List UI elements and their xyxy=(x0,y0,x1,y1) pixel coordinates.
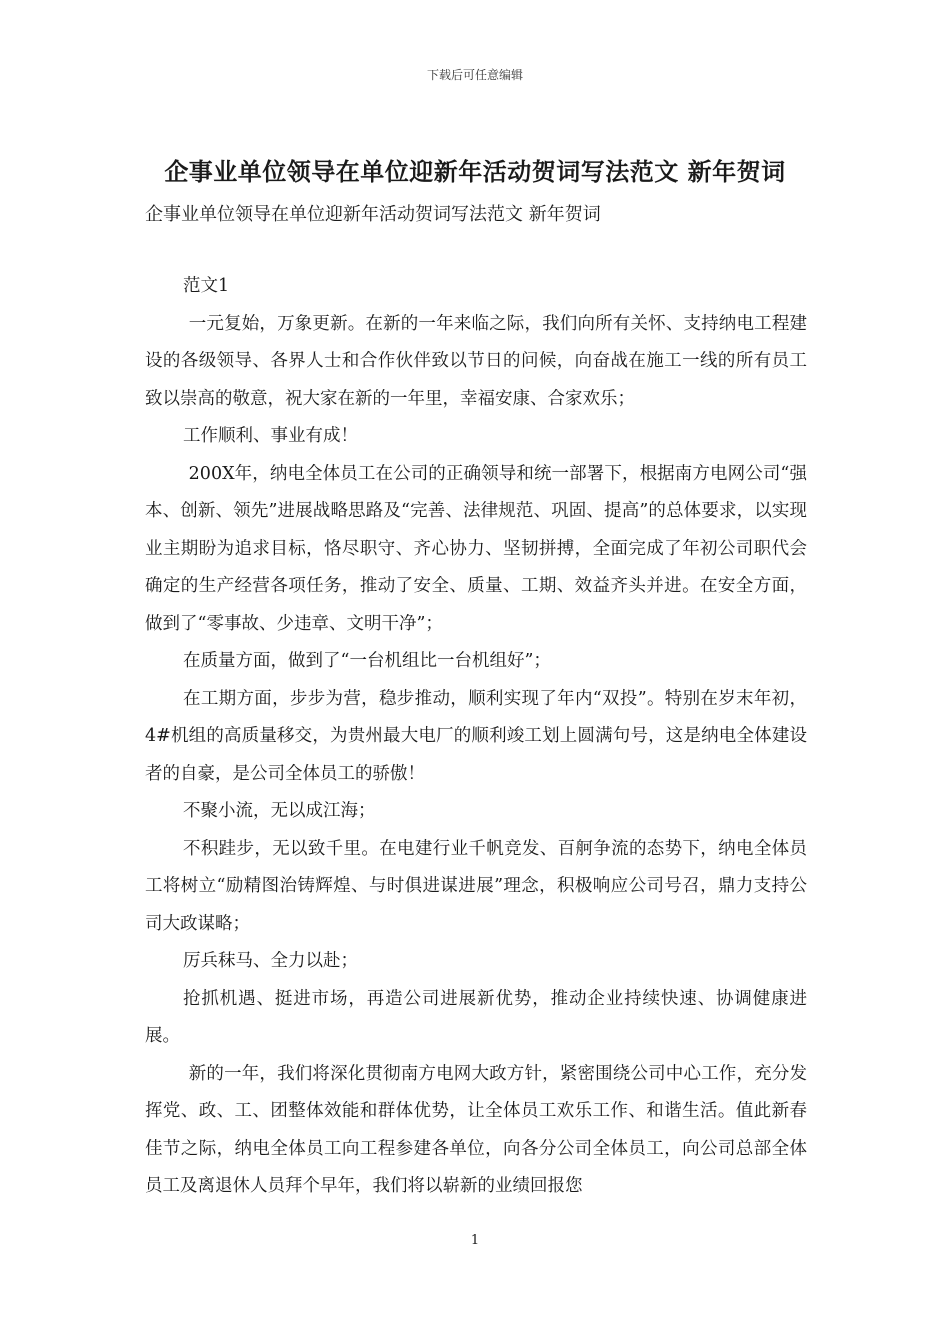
paragraph: 不聚小流，无以成江海； xyxy=(183,801,376,821)
document-body xyxy=(145,268,807,1206)
paragraph: 抢抓机遇、挺进市场，再造公司进展新优势，推动企业持续快速、协调健康进展。 xyxy=(145,988,807,1046)
paragraph: 在工期方面，步步为营，稳步推动，顺利实现了年内“双投”。特别在岁末年初，4#机组的高质量移交，为贵州最大电厂的顺利竣工划上圆满句号，这是纳电全体建设者的自豪，是公司全体员工的骄傲！ xyxy=(145,688,807,784)
header-note: 下载后可任意编辑 xyxy=(426,68,523,82)
paragraph: 工作顺利、事业有成！ xyxy=(183,426,358,446)
paragraph: 在质量方面，做到了“一台机组比一台机组好”； xyxy=(183,651,551,671)
paragraph: 200X年，纳电全体员工在公司的正确领导和统一部署下，根据南方电网公司“强本、创新、领先”进展战略思路及“完善、法律规范、巩固、提高”的总体要求，以实现业主期盼为追求目标，恪尽职守、齐心协力、坚韧拼搏，全面完成了年初公司职代会确定的生产经营各项任务，推动了安全、质量、工期、效益齐头并进。在安全方面，做到了“零事故、少违章、文明干净”； xyxy=(145,463,807,634)
document-title: 企事业单位领导在单位迎新年活动贺词写法范文 新年贺词 xyxy=(164,157,786,186)
document-subtitle: 企事业单位领导在单位迎新年活动贺词写法范文 新年贺词 xyxy=(145,204,601,225)
paragraph: 新的一年，我们将深化贯彻南方电网大政方针，紧密围绕公司中心工作，充分发挥党、政、工、团整体效能和群体优势，让全体员工欢乐工作、和谐生活。值此新春佳节之际，纳电全体员工向工程参建各单位，向各分公司全体员工，向公司总部全体员工及离退休人员拜个早年，我们将以崭新的业绩回报您 xyxy=(145,1063,807,1196)
page-number: 1 xyxy=(470,1233,480,1248)
paragraph: 一元复始，万象更新。在新的一年来临之际，我们向所有关怀、支持纳电工程建设的各级领导、各界人士和合作伙伴致以节日的问候，向奋战在施工一线的所有员工致以崇高的敬意，祝大家在新的一年里，幸福安康、合家欢乐； xyxy=(145,313,807,409)
paragraph: 不积跬步，无以致千里。在电建行业千帆竞发、百舸争流的态势下，纳电全体员工将树立“励精图治铸辉煌、与时俱进谋进展”理念，积极响应公司号召，鼎力支持公司大政谋略； xyxy=(145,838,807,934)
paragraph: 厉兵秣马、全力以赴； xyxy=(183,951,358,971)
paragraph-sample-label: 范文1 xyxy=(183,276,230,296)
